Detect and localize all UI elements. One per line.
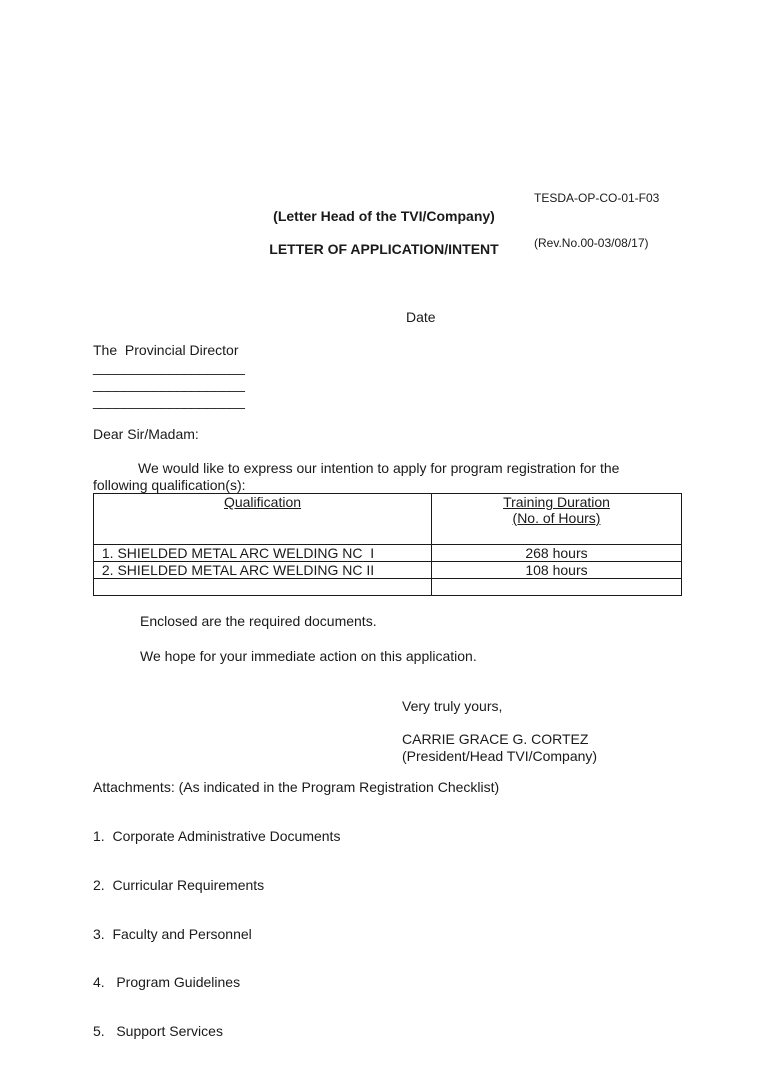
list-item: 5. Support Services [93,1023,223,1040]
table-header-row [94,494,682,545]
duration-cell: 268 hours [432,545,682,562]
recipient-title: The Provincial Director [93,342,239,358]
list-item: 2. Curricular Requirements [93,876,265,893]
header-duration-line1: Training Duration [503,494,610,510]
recipient-blank-line: ____________________ [93,393,245,409]
page-title: LETTER OF APPLICATION/INTENT [269,241,499,257]
form-code-number: TESDA-OP-CO-01-F03 [534,191,660,205]
qualification-cell: 1. SHIELDED METAL ARC WELDING NC I [94,545,432,562]
list-item: 4. Program Guidelines [93,974,241,991]
header-qualification [94,494,432,545]
qualification-cell [94,579,432,596]
attachments-heading: Attachments: (As indicated in the Program Registration Checklist) [93,779,500,795]
signatory-position: (President/Head TVI/Company) [402,748,598,764]
recipient-blank-line: ____________________ [93,376,245,392]
hope-text: We hope for your immediate action on this application. [140,648,477,664]
qualification-cell: 2. SHIELDED METAL ARC WELDING NC II [94,562,432,579]
table-row [94,545,682,562]
letterhead-placeholder: (Letter Head of the TVI/Company) [273,208,495,224]
recipient-blank-line: ____________________ [93,359,245,375]
duration-cell [432,579,682,596]
closing: Very truly yours, [402,698,503,714]
qualification-table [93,493,682,596]
list-item: 3. Faculty and Personnel [93,925,252,942]
duration-cell: 108 hours [432,562,682,579]
header-duration [432,494,682,545]
table-row [94,562,682,579]
attachments-list [93,796,340,1072]
header-qualification-label: Qualification [223,494,302,510]
intro-line-2: following qualification(s): [93,477,246,493]
list-item: 1. Corporate Administrative Documents [93,828,341,844]
signatory-name: CARRIE GRACE G. CORTEZ [402,731,589,747]
date-label: Date [406,309,436,325]
intro-line-1: We would like to express our intention to apply for program registration for the [138,460,620,476]
salutation: Dear Sir/Madam: [93,426,199,442]
table-row [94,579,682,596]
header-duration-line2: (No. of Hours) [512,510,601,526]
form-code-revision: (Rev.No.00-03/08/17) [534,236,649,250]
enclosed-text: Enclosed are the required documents. [140,613,377,629]
